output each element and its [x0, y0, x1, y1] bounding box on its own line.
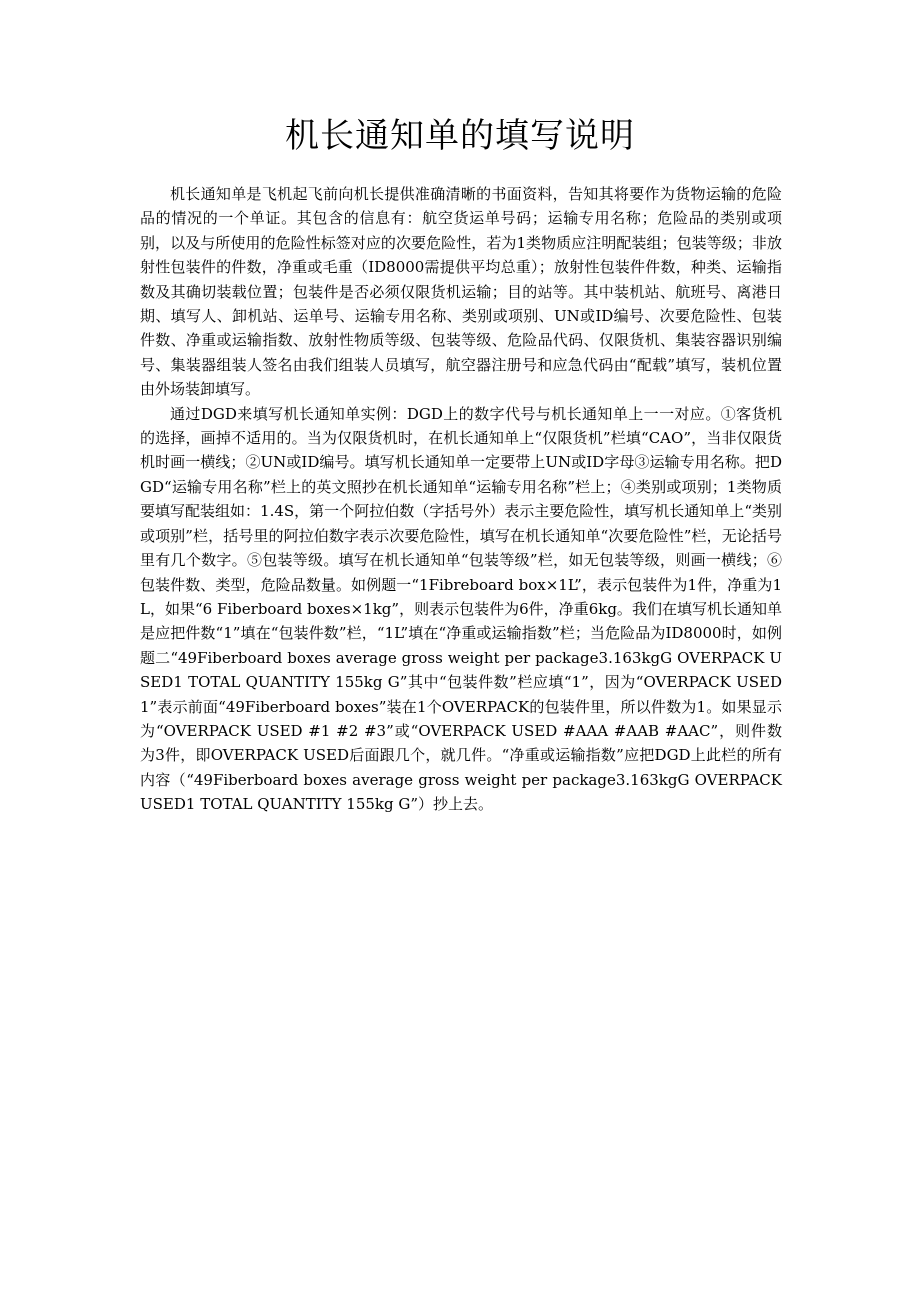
document-title: 机长通知单的填写说明 [285, 116, 635, 156]
paragraph-intro: 机长通知单是飞机起飞前向机长提供准确清晰的书面资料，告知其将要作为货物运输的危险品的情况的一个单证。其包含的信息有：航空货运单号码；运输专用名称；危险品的类别或项别，以及与所使用的危险性标签对应的次要危险性，若为1类物质应注明配装组；包装等级；非放射性包装件的件数，净重或毛重（ID8000需提供平均总重）；放射性包装件件数，种类、运输指数及其确切装载位置；包装件是否必须仅限货机运输；目的站等。其中装机站、航班号、离港日期、填写人、卸机站、运单号、运输专用名称、类别或项别、UN或ID编号、次要危险性、包装件数、净重或运输指数、放射性物质等级、包装等级、危险品代码、仅限货机、集装容器识别编号、集装器组装人签名由我们组装人员填写，航空器注册号和应急代码由“配载”填写，装机位置由外场装卸填写。 [140, 185, 782, 399]
document-body [140, 182, 782, 817]
paragraph-example: 通过DGD来填写机长通知单实例：DGD上的数字代号与机长通知单上一一对应。①客货机的选择，画掉不适用的。当为仅限货机时，在机长通知单上“仅限货机”栏填“CAO”，当非仅限货机时画一横线；②UN或ID编号。填写机长通知单一定要带上UN或ID字母③运输专用名称。把DGD“运输专用名称”栏上的英文照抄在机长通知单“运输专用名称”栏上；④类别或项别；1类物质要填写配装组如：1.4S，第一个阿拉伯数（字括号外）表示主要危险性，填写机长通知单上“类别或项别”栏，括号里的阿拉伯数字表示次要危险性，填写在机长通知单“次要危险性”栏，无论括号里有几个数字。⑤包装等级。填写在机长通知单“包装等级”栏，如无包装等级，则画一横线；⑥包装件数、类型，危险品数量。如例题一“1Fibreboard box×1L”，表示包装件为1件，净重为1L，如果“6 Fiberboard boxes×1kg”，则表示包装件为6件，净重6kg。我们在填写机长通知单是应把件数“1”填在“包装件数”栏，“1L”填在“净重或运输指数”栏；当危险品为ID8000时，如例题二“49Fiberboard boxes average gross weight per package3.163kgG OVERPACK USED1 TOTAL QUANTITY 155kg G”其中“包装件数”栏应填“1”，因为“OVERPACK USED1”表示前面“49Fiberboard boxes”装在1个OVERPACK的包装件里，所以件数为1。如果显示为“OVERPACK USED #1 #2 #3”或“OVERPACK USED #AAA #AAB #AAC”，则件数为3件，即OVERPACK USED后面跟几个，就几件。“净重或运输指数”应把DGD上此栏的所有内容（“49Fiberboard boxes average gross weight per package3.163kgG OVERPACK USED1 TOTAL QUANTITY 155kg G”）抄上去。 [140, 404, 782, 814]
